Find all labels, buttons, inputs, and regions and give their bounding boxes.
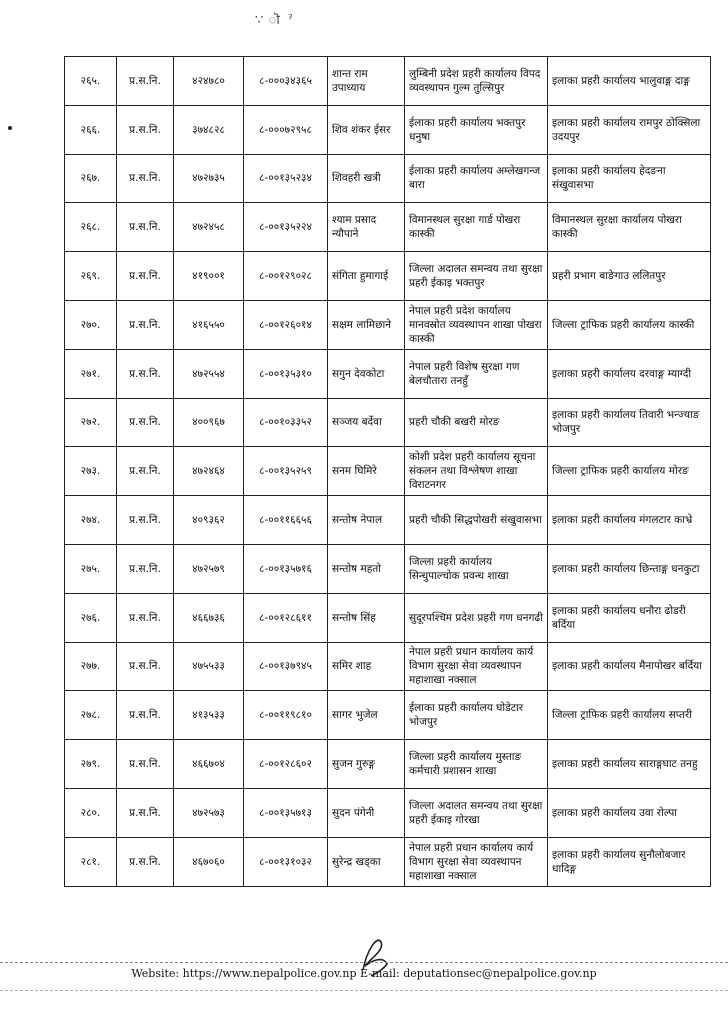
police-id-cell: ४६६७०४ [174,740,244,789]
police-id-cell: ४७२४६४ [174,447,244,496]
rank-cell: प्र.स.नि. [117,544,174,593]
current-office-cell: नेपाल प्रहरी प्रधान कार्यालय कार्य विभाग सुरक्षा सेवा व्यवस्थापन महाशाखा नक्साल [405,642,548,691]
police-id-cell: ४१९००१ [174,252,244,301]
punch-hole-mark [8,126,12,130]
rank-cell: प्र.स.नि. [117,105,174,154]
transfer-office-cell: इलाका प्रहरी कार्यालय रामपुर ठोक्सिला उदयपुर [548,105,711,154]
officer-name-cell: शिव शंकर ईसर [328,105,405,154]
transfer-office-cell: इलाका प्रहरी कार्यालय सुनौलोबजार धादिङ्ग [548,837,711,886]
serial-number-cell: २६८. [65,203,117,252]
table-row [65,105,711,154]
rank-cell: प्र.स.नि. [117,252,174,301]
table-row [65,544,711,593]
police-id-cell: ४७२५७९ [174,544,244,593]
transfer-office-cell: प्रहरी प्रभाग बाङेगाउ ललितपुर [548,252,711,301]
current-office-cell: जिल्ला अदालत समन्वय तथा सुरक्षा प्रहरी ईकाइ भक्तपुर [405,252,548,301]
transfer-office-cell: इलाका प्रहरी कार्यालय तिवारी भन्ज्याङ भोजपुर [548,398,711,447]
transfer-office-cell: इलाका प्रहरी कार्यालय धनौरा ढोडरी बर्दिया [548,593,711,642]
police-id-cell: ४६६७३६ [174,593,244,642]
transfer-office-cell: इलाका प्रहरी कार्यालय साराङ्गघाट तनहु [548,740,711,789]
current-office-cell: नेपाल प्रहरी प्रदेश कार्यालय मानवस्रोत व्यवस्थापन शाखा पोखरा कास्की [405,300,548,349]
employee-code-cell: ८-००१२६०१४ [244,300,328,349]
employee-code-cell: ८-००१२९०२८ [244,252,328,301]
employee-code-cell: ८-००१३५२५९ [244,447,328,496]
officer-name-cell: श्याम प्रसाद न्यौपाने [328,203,405,252]
table-row [65,57,711,106]
police-id-cell: ४७२५५४ [174,349,244,398]
table-row [65,252,711,301]
rank-cell: प्र.स.नि. [117,57,174,106]
table-row [65,496,711,545]
police-id-cell: ४७२५७३ [174,788,244,837]
police-id-cell: ४१३५३३ [174,691,244,740]
rank-cell: प्र.स.नि. [117,300,174,349]
police-id-cell: ४७२७३५ [174,154,244,203]
current-office-cell: जिल्ला अदालत समन्वय तथा सुरक्षा प्रहरी ईकाइ गोरखा [405,788,548,837]
employee-code-cell: ८-००१२८६११ [244,593,328,642]
rank-cell: प्र.स.नि. [117,154,174,203]
rank-cell: प्र.स.नि. [117,837,174,886]
table-row [65,642,711,691]
table-row [65,837,711,886]
table-row [65,398,711,447]
employee-code-cell: ८-०००३४३६५ [244,57,328,106]
officer-name-cell: सुजन गुरुङ्ग [328,740,405,789]
serial-number-cell: २८१. [65,837,117,886]
transfer-office-cell: इलाका प्रहरी कार्यालय उवा रोल्पा [548,788,711,837]
officer-name-cell: सगुन देवकोटा [328,349,405,398]
transfer-office-cell: जिल्ला ट्राफिक प्रहरी कार्यालय मोरङ [548,447,711,496]
transfer-office-cell: जिल्ला ट्राफिक प्रहरी कार्यालय सप्तरी [548,691,711,740]
table-row [65,300,711,349]
officer-name-cell: सन्तोष सिंह [328,593,405,642]
serial-number-cell: २८०. [65,788,117,837]
police-id-cell: ४७२४५८ [174,203,244,252]
rank-cell: प्र.स.नि. [117,447,174,496]
table-row [65,740,711,789]
current-office-cell: ईलाका प्रहरी कार्यालय भक्तपुर धनुषा [405,105,548,154]
table-row [65,154,711,203]
serial-number-cell: २७५. [65,544,117,593]
rank-cell: प्र.स.नि. [117,788,174,837]
current-office-cell: जिल्ला प्रहरी कार्यालय सिन्धुपाल्चोक प्रवन्ध शाखा [405,544,548,593]
officer-name-cell: सुरेन्द्र खड्का [328,837,405,886]
employee-code-cell: ८-००११६६५६ [244,496,328,545]
police-id-cell: ३७४८२८ [174,105,244,154]
transfer-office-cell: इलाका प्रहरी कार्यालय मैनापोखर बर्दिया [548,642,711,691]
serial-number-cell: २७४. [65,496,117,545]
serial-number-cell: २७०. [65,300,117,349]
rank-cell: प्र.स.नि. [117,496,174,545]
employee-code-cell: ८-००१२८६०२ [244,740,328,789]
officer-name-cell: सन्तोष महतो [328,544,405,593]
footer-divider-bottom [0,990,728,991]
rank-cell: प्र.स.नि. [117,642,174,691]
officer-name-cell: सन्तोष नेपाल [328,496,405,545]
officer-name-cell: सञ्जय बर्देवा [328,398,405,447]
current-office-cell: प्रहरी चौकी बखरी मोरङ [405,398,548,447]
current-office-cell: ईलाका प्रहरी कार्यालय घोडेटार भोजपुर [405,691,548,740]
employee-code-cell: ८-००१३७९४५ [244,642,328,691]
deputation-table [64,56,711,887]
serial-number-cell: २६५. [65,57,117,106]
current-office-cell: कोशी प्रदेश प्रहरी कार्यालय सूचना संकलन तथा विश्लेषण शाखा विराटनगर [405,447,548,496]
rank-cell: प्र.स.नि. [117,203,174,252]
rank-cell: प्र.स.नि. [117,593,174,642]
employee-code-cell: ८-००१०३३५२ [244,398,328,447]
footer-contact: Website: https://www.nepalpolice.gov.np E-mail: deputationsec@nepalpolice.gov.np [131,967,597,980]
serial-number-cell: २६९. [65,252,117,301]
transfer-office-cell: इलाका प्रहरी कार्यालय छिन्ताङ्ग धनकुटा [548,544,711,593]
current-office-cell: विमानस्थल सुरक्षा गार्ड पोखरा कास्की [405,203,548,252]
serial-number-cell: २६७. [65,154,117,203]
officer-name-cell: सागर भुजेल [328,691,405,740]
officer-name-cell: समिर शाह [328,642,405,691]
officer-name-cell: शान्त राम उपाध्याय [328,57,405,106]
table-row [65,593,711,642]
serial-number-cell: २६६. [65,105,117,154]
current-office-cell: जिल्ला प्रहरी कार्यालय मुस्ताङ कर्मचारी प्रशासन शाखा [405,740,548,789]
serial-number-cell: २७१. [65,349,117,398]
officer-name-cell: सनम घिमिरे [328,447,405,496]
table-row [65,447,711,496]
current-office-cell: लुम्बिनी प्रदेश प्रहरी कार्यालय विपद व्यवस्थापन गुल्म तुल्सिपुर [405,57,548,106]
table-row [65,691,711,740]
officer-name-cell: सक्षम लामिछाने [328,300,405,349]
employee-code-cell: ८-००१३१०३२ [244,837,328,886]
rank-cell: प्र.स.नि. [117,691,174,740]
footer-divider [0,962,728,963]
serial-number-cell: २७३. [65,447,117,496]
serial-number-cell: २७६. [65,593,117,642]
transfer-office-cell: इलाका प्रहरी कार्यालय भालुवाङ्ग दाङ्ग [548,57,711,106]
employee-code-cell: ८-००१३५७१३ [244,788,328,837]
officer-name-cell: सुदन पंगेनी [328,788,405,837]
current-office-cell: सुदूरपश्चिम प्रदेश प्रहरी गण धनगढी [405,593,548,642]
table-row [65,203,711,252]
current-office-cell: नेपाल प्रहरी प्रधान कार्यालय कार्य विभाग सुरक्षा सेवा व्यवस्थापन महाशाखा नक्साल [405,837,548,886]
current-office-cell: ईलाका प्रहरी कार्यालय अम्लेखगन्ज बारा [405,154,548,203]
rank-cell: प्र.स.नि. [117,349,174,398]
current-office-cell: प्रहरी चौकी सिद्धपोखरी संखुवासभा [405,496,548,545]
employee-code-cell: ८-००१३५२३४ [244,154,328,203]
employee-code-cell: ८-००११९८१० [244,691,328,740]
serial-number-cell: २७९. [65,740,117,789]
serial-number-cell: २७८. [65,691,117,740]
current-office-cell: नेपाल प्रहरी विशेष सुरक्षा गण बेलचौतारा तनहुँ [405,349,548,398]
table-row [65,349,711,398]
officer-name-cell: शिवहरी खत्री [328,154,405,203]
rank-cell: प्र.स.नि. [117,398,174,447]
transfer-office-cell: इलाका प्रहरी कार्यालय दरवाङ्ग म्याग्दी [548,349,711,398]
rank-cell: प्र.स.नि. [117,740,174,789]
police-id-cell: ४२४७८० [174,57,244,106]
employee-code-cell: ८-००१३५२२४ [244,203,328,252]
transfer-office-cell: इलाका प्रहरी कार्यालय हेदङना संखुवासभा [548,154,711,203]
police-id-cell: ४०९३६२ [174,496,244,545]
employee-code-cell: ८-०००७२९५८ [244,105,328,154]
officer-name-cell: संगिता हुमागाई [328,252,405,301]
transfer-office-cell: विमानस्थल सुरक्षा कार्यालय पोखरा कास्की [548,203,711,252]
police-id-cell: ४६७०६० [174,837,244,886]
serial-number-cell: २७२. [65,398,117,447]
table-row [65,788,711,837]
police-id-cell: ४७५५३३ [174,642,244,691]
police-id-cell: ४००९६७ [174,398,244,447]
employee-code-cell: ८-००१३५७१६ [244,544,328,593]
employee-code-cell: ८-००१३५३१० [244,349,328,398]
page-mark: ∵ ॊ ˀ [255,13,295,28]
serial-number-cell: २७७. [65,642,117,691]
transfer-office-cell: जिल्ला ट्राफिक प्रहरी कार्यालय कास्की [548,300,711,349]
transfer-office-cell: इलाका प्रहरी कार्यालय मंगलटार काभ्रे [548,496,711,545]
police-id-cell: ४१६५५० [174,300,244,349]
